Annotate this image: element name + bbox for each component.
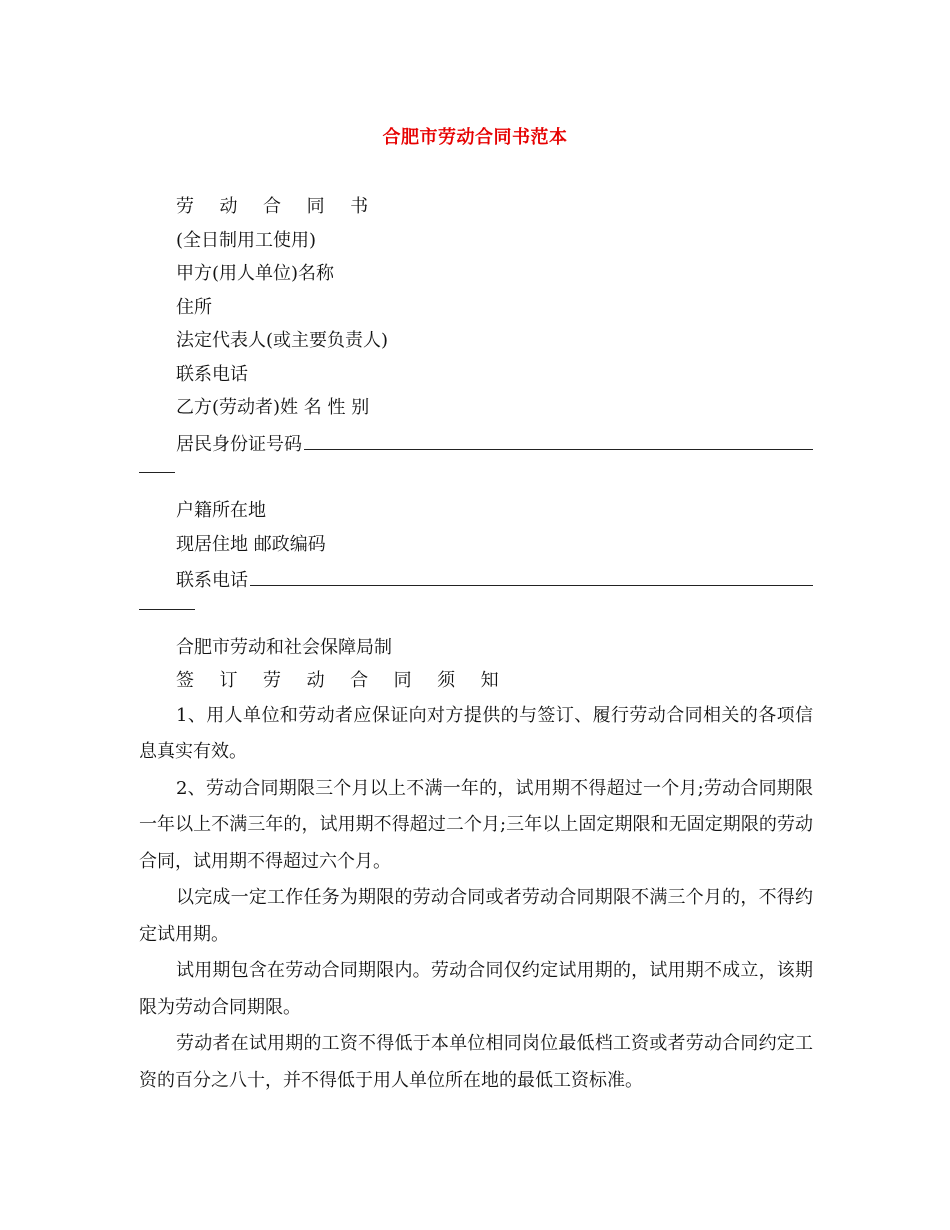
blank-stub (139, 472, 175, 473)
party-b-phone-label: 联系电话 (176, 570, 248, 591)
party-a-representative-field: 法定代表人(或主要负责人) (176, 330, 389, 351)
contract-subheading: (全日制用工使用) (176, 229, 317, 251)
notice-paragraph-3: 以完成一定工作任务为期限的劳动合同或者劳动合同期限不满三个月的，不得约定试用期。 (139, 887, 813, 945)
party-a-name-field: 甲方(用人单位)名称 (176, 263, 335, 284)
party-b-name-field: 乙方(劳动者)姓 名 性 别 (176, 397, 370, 418)
party-a-address-field: 住所 (176, 296, 212, 318)
party-b-id-label: 居民身份证号码 (176, 433, 302, 455)
party-b-id-blank (304, 425, 813, 450)
party-b-id-blank-continuation (139, 458, 813, 494)
party-b-residence-field: 现居住地 邮政编码 (176, 533, 326, 555)
document-body (139, 190, 813, 1099)
notice-paragraph-4: 试用期包含在劳动合同期限内。劳动合同仅约定试用期的，试用期不成立，该期限为劳动合同期限。 (139, 960, 813, 1018)
contract-heading: 劳 动 合 同 书 (176, 196, 378, 217)
notice-heading: 签 订 劳 动 合 同 须 知 (176, 670, 509, 691)
issuer-line: 合肥市劳动和社会保障局制 (176, 636, 392, 658)
notice-paragraph-5: 劳动者在试用期的工资不得低于本单位相同岗位最低档工资或者劳动合同约定工资的百分之八十，并不得低于用人单位所在地的最低工资标准。 (139, 1033, 813, 1091)
party-b-phone-blank (250, 561, 813, 586)
document-title: 合肥市劳动合同书范本 (382, 127, 568, 148)
party-b-household-field: 户籍所在地 (176, 500, 266, 521)
party-a-phone-field: 联系电话 (176, 363, 248, 385)
party-b-id-field (139, 425, 813, 459)
party-b-phone-blank-continuation (139, 595, 813, 631)
party-b-phone-field (139, 561, 813, 595)
notice-paragraph-2: 2、劳动合同期限三个月以上不满一年的，试用期不得超过一个月;劳动合同期限一年以上不满三年的，试用期不得超过二个月;三年以上固定期限和无固定期限的劳动合同，试用期不得超过六个月。 (139, 777, 813, 872)
blank-stub (139, 609, 195, 610)
notice-paragraph-1: 1、用人单位和劳动者应保证向对方提供的与签订、履行劳动合同相关的各项信息真实有效。 (139, 704, 813, 762)
